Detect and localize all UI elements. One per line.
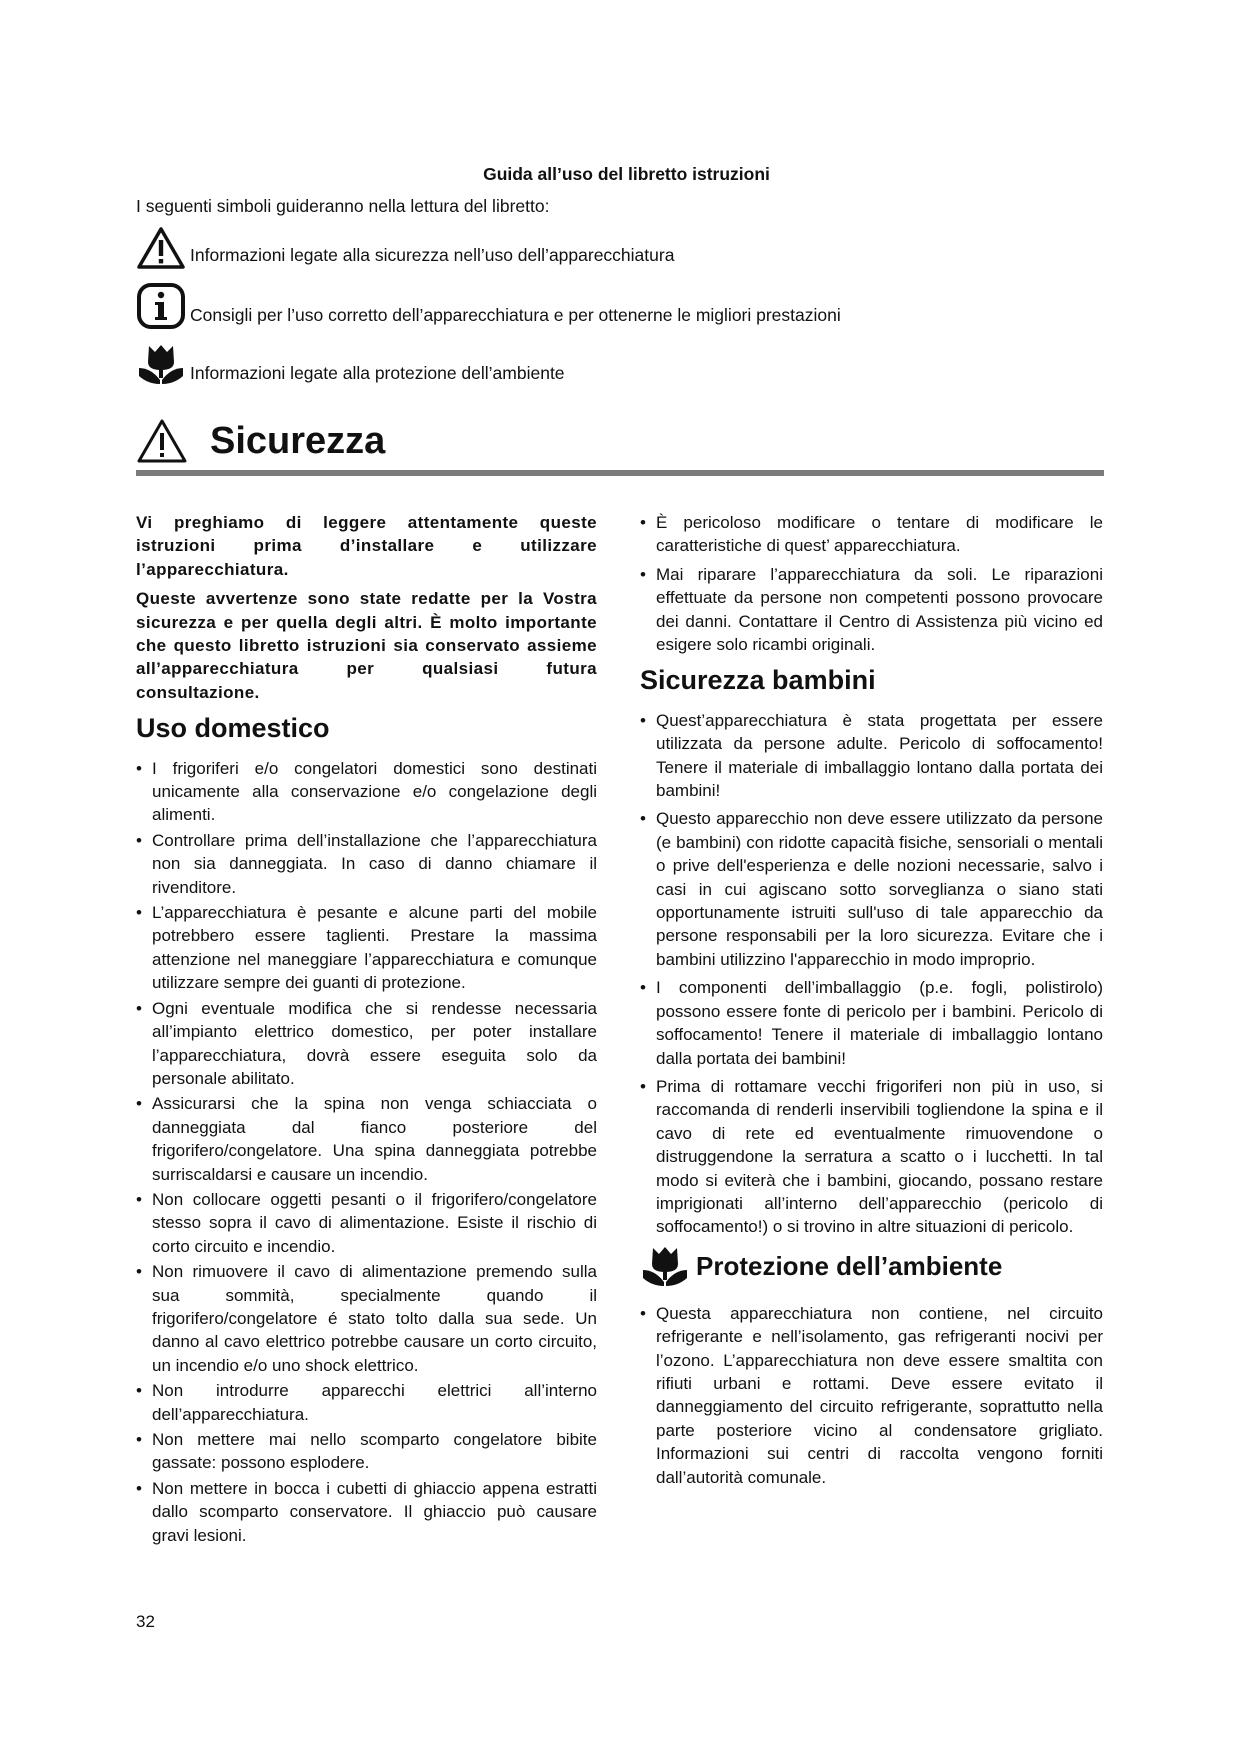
intro-paragraph-2: Queste avvertenze sono state redatte per la Vostra sicurezza e per quella degli altri. È molto importante che questo libretto istruzioni sia conservato assieme all’apparecchiatura per qualsiasi futura consultazione. [136, 589, 597, 702]
environment-flower-icon [640, 1244, 690, 1290]
sicurezza-bambini-heading: Sicurezza bambini [640, 665, 876, 696]
list-item: • I frigoriferi e/o congelatori domestici sono destinati unicamente alla conservazione e/o congelazione degli alimenti. [136, 757, 597, 827]
protezione-ambiente-list [640, 1302, 1103, 1489]
right-column [640, 511, 1103, 1494]
protezione-ambiente-heading: Protezione dell’ambiente [696, 1251, 1003, 1282]
list-item: • Prima di rottamare vecchi frigoriferi non più in uso, si raccomanda di renderli inservibili togliendone la spina e il cavo di rete ed eventualmente rimuovendone o distruggendone la serratura a scatto o i lucchetti. In tal modo si eviterà che i bambini, giocando, possano restare imprigionati all’interno dell’apparecchio (pericolo di soffocamento!) o si trovino in altre situazioni di pericolo. [640, 1075, 1103, 1239]
list-item: • È pericoloso modificare o tentare di modificare le caratteristiche di quest’ apparecchiatura. [640, 511, 1103, 558]
list-item: • Questa apparecchiatura non contiene, nel circuito refrigerante e nell’isolamento, gas refrigeranti nocivi per l’ozono. L’apparecchiatura non deve essere smaltita con rifiuti urbani e rottami. Deve essere evitato il danneggiamento del circuito refrigerante, soprattutto nella parte posteriore vicino al condensatore grigliato. Informazioni sui centri di raccolta vengono forniti dall’autorità comunale. [640, 1302, 1103, 1489]
left-column [136, 511, 597, 1549]
uso-domestico-heading: Uso domestico [136, 713, 330, 744]
symbol-row-environment [136, 338, 565, 388]
guide-title: Guida all’uso del libretto istruzioni [483, 164, 770, 184]
warning-triangle-icon [136, 226, 186, 270]
intro-block [136, 511, 597, 704]
list-item: • Non collocare oggetti pesanti o il frigorifero/congelatore stesso sopra il cavo di alimentazione. Esiste il rischio di corto circuito e incendio. [136, 1188, 597, 1258]
uso-domestico-list [136, 757, 597, 1547]
symbol-row-safety [136, 220, 674, 270]
section-header [136, 418, 385, 464]
section-title: Sicurezza [210, 420, 386, 462]
list-item: • Non rimuovere il cavo di alimentazione premendo sulla sua sommità, specialmente quando il frigorifero/congelatore é stato tolto dalla sua sede. Un danno al cavo elettrico potrebbe causare un corto circuito, un incendio e/o uno shock elettrico. [136, 1260, 597, 1377]
general-safety-list [640, 511, 1103, 656]
section-divider [136, 470, 1104, 476]
protezione-ambiente-header [640, 1244, 1103, 1290]
warning-triangle-icon [136, 418, 188, 464]
list-item: • Mai riparare l’apparecchiatura da soli. Le riparazioni effettuate da persone non competenti possono provocare dei danni. Contattare il Centro di Assistenza più vicino ed esigere solo ricambi originali. [640, 563, 1103, 657]
list-item: • Quest’apparecchiatura è stata progettata per essere utilizzata da persone adulte. Pericolo di soffocamento! Tenere il materiale di imballaggio lontano dalla portata dei bambini! [640, 709, 1103, 803]
symbol-safety-text: Informazioni legate alla sicurezza nell’uso dell’apparecchiatura [190, 245, 675, 265]
list-item: • Controllare prima dell’installazione che l’apparecchiatura non sia danneggiata. In caso di danno chiamare il rivenditore. [136, 829, 597, 899]
list-item: • Assicurarsi che la spina non venga schiacciata o danneggiata dal fianco posteriore del frigorifero/congelatore. Una spina danneggiata potrebbe surriscaldarsi e causare un incendio. [136, 1092, 597, 1186]
list-item: • Questo apparecchio non deve essere utilizzato da persone (e bambini) con ridotte capacità fisiche, sensoriali o mentali o prive dell'esperienza e delle nozioni necessarie, salvo i casi in cui agiscano sotto sorveglianza o siano stati opportunamente istruiti sull'uso di tale apparecchio da persone responsabili per la loro sicurezza. Evitare che i bambini utilizzino l'apparecchio in modo improprio. [640, 807, 1103, 971]
symbol-info-text: Consigli per l’uso corretto dell’apparecchiatura e per ottenerne le migliori prestazioni [190, 305, 841, 325]
list-item: • Non introdurre apparecchi elettrici all’interno dell’apparecchiatura. [136, 1379, 597, 1426]
intro-paragraph-1: Vi preghiamo di leggere attentamente queste istruzioni prima d’installare e utilizzare l’apparecchiatura. [136, 513, 597, 579]
list-item: • Ogni eventuale modifica che si rendesse necessaria all’impianto elettrico domestico, per poter installare l’apparecchiatura, dovrà essere eseguita solo da personale abilitato. [136, 997, 597, 1091]
list-item: • Non mettere in bocca i cubetti di ghiaccio appena estratti dallo scomparto conservatore. Il ghiaccio può causare gravi lesioni. [136, 1477, 597, 1547]
list-item: • I componenti dell’imballaggio (p.e. fogli, polistirolo) possono essere fonte di pericolo per i bambini. Pericolo di soffocamento! Tenere il materiale di imballaggio lontano dalla portata dei bambini! [640, 976, 1103, 1070]
list-item: • Non mettere mai nello scomparto congelatore bibite gassate: possono esplodere. [136, 1428, 597, 1475]
symbol-environment-text: Informazioni legate alla protezione dell’ambiente [190, 363, 565, 383]
list-item: • L’apparecchiatura è pesante e alcune parti del mobile potrebbero essere taglienti. Prestare la massima attenzione nel maneggiare l’apparecchiatura e comunque utilizzare sempre dei guanti di protezione. [136, 901, 597, 995]
guide-intro: I seguenti simboli guideranno nella lettura del libretto: [136, 196, 550, 216]
symbol-row-info [136, 280, 841, 330]
info-icon [136, 282, 186, 330]
page-number: 32 [136, 1612, 155, 1631]
environment-flower-icon [136, 342, 186, 388]
sicurezza-bambini-list [640, 709, 1103, 1239]
